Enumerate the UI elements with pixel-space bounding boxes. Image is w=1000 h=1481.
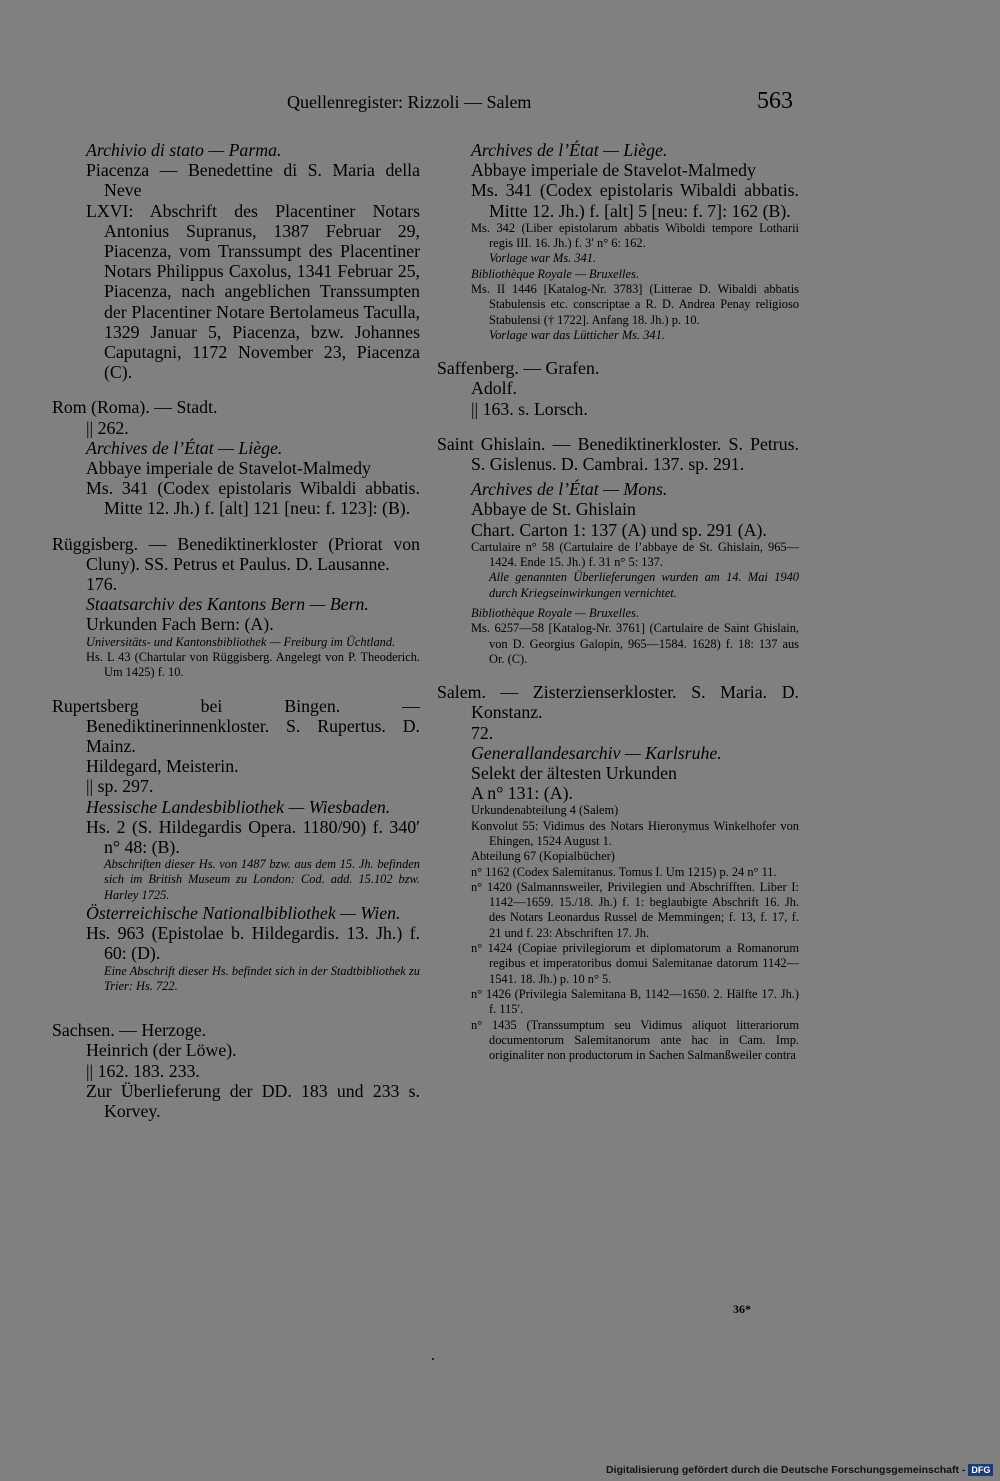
manuscript-entry: Hs. 2 (S. Hildegardis Opera. 1180/90) f. 340′ n° 48: (B). <box>86 816 420 857</box>
manuscript-entry-small: Cartulaire n° 58 (Cartulaire de l’abbaye de St. Ghislain, 965—1424. Ende 15. Jh.) f. 31 n° 5: 137. <box>471 539 799 570</box>
department-heading: Urkundenabteilung 4 (Salem) <box>471 803 619 818</box>
manuscript-note: Vorlage war Ms. 341. <box>489 251 597 266</box>
page-number: 563 <box>757 88 793 114</box>
archive-heading: Österreichische Nationalbibliothek — Wien. <box>86 903 401 924</box>
place-heading: Sachsen. — Herzoge. <box>52 1020 207 1041</box>
entry-rupertsberg <box>52 696 420 995</box>
place-heading: Saffenberg. — Grafen. <box>437 358 600 379</box>
transmission-note: Zur Überlieferung der DD. 183 und 233 s. Korvey. <box>86 1080 420 1122</box>
manuscript-note: Vorlage war das Lütticher Ms. 341. <box>489 327 665 342</box>
entry-rom <box>52 397 420 518</box>
archive-heading-small: Bibliothèque Royale — Bruxelles. <box>471 606 639 620</box>
place-heading: Rupertsberg bei Bingen. — Benediktinerinnenkloster. S. Rupertus. D. Mainz. <box>52 695 420 756</box>
place-heading: Rüggisberg. — Benediktinerkloster (Priorat von Cluny). SS. Petrus et Paulus. D. Lausanne. <box>52 533 420 574</box>
entry-salem <box>437 682 799 1063</box>
collection-name: Urkunden Fach Bern: (A). <box>86 614 274 635</box>
page-header <box>0 88 1000 122</box>
archive-heading: Generallandesarchiv — Karlsruhe. <box>471 742 722 763</box>
reference-number: 72. <box>471 722 494 743</box>
reference-number: 176. <box>86 574 118 595</box>
entry-saint-ghislain <box>437 434 799 667</box>
archive-heading: Staatsarchiv des Kantons Bern — Bern. <box>86 594 369 615</box>
manuscript-entry: Chart. Carton 1: 137 (A) und sp. 291 (A). <box>471 519 767 540</box>
entry-archivio-parma <box>52 140 420 382</box>
manuscript-entry-small: Ms. 342 (Liber epistolarum abbatis Wiboldi tempore Lotharii regis III. 16. Jh.) f. 3′ n° 6: 162. <box>471 220 799 251</box>
right-column <box>437 140 799 1078</box>
manuscript-entry: Ms. 341 (Codex epistolaris Wibaldi abbatis. Mitte 12. Jh.) f. [alt] 5 [neu: f. 7]: 162 (B). <box>471 180 799 221</box>
person-name: Heinrich (der Löwe). <box>86 1040 237 1061</box>
archive-heading: Archivio di stato — Parma. <box>86 140 282 160</box>
archive-heading: Hessische Landesbibliothek — Wiesbaden. <box>86 796 391 817</box>
digitization-footer <box>606 1463 993 1477</box>
manuscript-entry-small: n° 1424 (Copiae privilegiorum et diplomatorum a Romanorum regibus et imperatoribus domui Salemitanae datorum 1142—1541. 18. Jh.) p. 10 n° 5. <box>471 941 799 986</box>
manuscript-entry: LXVI: Abschrift des Placentiner Notars Antonius Supranus, 1387 Februar 29, Piacenza, vom Transsumpt des Placentiner Notars Philippus Caxolus, 1341 Februar 25, Piacenza, nach angeblichen Transsumpten der Placentiner Notare Bertolameus Taculla, 1329 Januar 5, Piacenza, bzw. Johannes Caputagni, 1172 November 23, Piacenza (C). <box>86 200 420 383</box>
manuscript-entry-small: Konvolut 55: Vidimus des Notars Hieronymus Winkelhofer von Ehingen, 1524 August 1. <box>471 818 799 848</box>
archive-heading: Archives de l’État — Liège. <box>86 437 283 458</box>
print-speck <box>432 1358 434 1360</box>
collection-name: Piacenza — Benedettine di S. Maria della Neve <box>86 160 420 201</box>
left-column <box>52 140 420 1136</box>
place-heading: Salem. — Zisterzienserkloster. S. Maria. D. Konstanz. <box>437 682 799 723</box>
running-title: Quellenregister: Rizzoli — Salem <box>287 92 532 112</box>
collection-name: Selekt der ältesten Urkunden <box>471 763 677 783</box>
manuscript-note: Alle genannten Überlieferungen wurden am 14. Mai 1940 durch Kriegseinwirkungen vernichtet. <box>489 570 799 600</box>
reference-number: || 163. s. Lorsch. <box>471 398 588 419</box>
archive-heading: Archives de l’État — Liège. <box>471 140 668 160</box>
dfg-logo-icon: DFG <box>968 1464 993 1476</box>
manuscript-entry-small: n° 1162 (Codex Salemitanus. Tomus I. Um 1215) p. 24 n° 11. <box>471 864 777 879</box>
manuscript-note: Eine Abschrift dieser Hs. befindet sich in der Stadtbibliothek zu Trier: Hs. 722. <box>104 963 420 993</box>
manuscript-entry-small: n° 1435 (Transsumptum seu Vidimus aliquot litterariorum documentorum Salemitanorum ante hac in Cam. Imp. originaliter non productorum in Sachen Salmanßweiler contra <box>471 1017 799 1063</box>
manuscript-entry-small: Ms. 6257—58 [Katalog-Nr. 3761] (Cartulaire de Saint Ghislain, von D. Georgius Galopin, 965—1584. 1628) f. 18: 137 aus Or. (C). <box>471 621 799 666</box>
manuscript-entry-small: n° 1426 (Privilegia Salemitana B, 1142—1650. 2. Hälfte 17. Jh.) f. 115′. <box>471 986 799 1017</box>
person-name: Adolf. <box>471 378 517 399</box>
collection-name: Abbaye imperiale de Stavelot-Malmedy <box>471 160 756 181</box>
archive-heading-small: Bibliothèque Royale — Bruxelles. <box>471 266 639 281</box>
entry-sachsen <box>52 1020 420 1121</box>
manuscript-entry-small: n° 1420 (Salmannsweiler, Privilegien und Abschrifften. Liber I: 1142—1659. 15./18. Jh.) f. 1: beglaubigte Abschrift 16. Jh. des Notars Leonardus Russel de Memmingen; f. 13, f. 17, f. 21 und f. 23: Abschriften 17. Jh. <box>471 879 799 940</box>
reference-number: || 262. <box>86 417 129 438</box>
footer-text: Digitalisierung gefördert durch die Deutsche Forschungsgemeinschaft - <box>606 1464 966 1476</box>
department-heading: Abteilung 67 (Kopialbücher) <box>471 849 615 864</box>
place-heading: Rom (Roma). — Stadt. <box>52 397 218 418</box>
manuscript-entry: A n° 131: (A). <box>471 783 573 804</box>
entry-liege-continued <box>437 140 799 343</box>
reference-number: || sp. 297. <box>86 776 154 797</box>
place-heading: Saint Ghislain. — Benediktinerkloster. S. Petrus. S. Gislenus. D. Cambrai. 137. sp. 291. <box>437 433 799 474</box>
collection-name: Abbaye imperiale de Stavelot-Malmedy <box>86 458 371 479</box>
collection-name: Abbaye de St. Ghislain <box>471 499 636 520</box>
manuscript-entry: Hs. 963 (Epistolae b. Hildegardis. 13. Jh.) f. 60: (D). <box>86 923 420 964</box>
manuscript-note: Abschriften dieser Hs. von 1487 bzw. aus dem 15. Jh. befinden sich im British Museum zu London: Cod. add. 15.102 bzw. Harley 1725. <box>104 857 420 902</box>
entry-saffenberg <box>437 358 799 419</box>
sheet-signature: 36* <box>733 1302 751 1316</box>
archive-heading-small: Universitäts- und Kantonsbibliothek — Freiburg im Üchtland. <box>86 634 396 649</box>
manuscript-entry: Ms. 341 (Codex epistolaris Wibaldi abbatis. Mitte 12. Jh.) f. [alt] 121 [neu: f. 123]: (B). <box>86 478 420 519</box>
archive-heading: Archives de l’État — Mons. <box>471 479 668 500</box>
reference-number: || 162. 183. 233. <box>86 1060 200 1081</box>
person-name: Hildegard, Meisterin. <box>86 756 239 777</box>
entry-rueggisberg <box>52 534 420 681</box>
manuscript-entry-small: Hs. L 43 (Chartular von Rüggisberg. Angelegt von P. Theoderich. Um 1425) f. 10. <box>86 649 420 680</box>
manuscript-entry-small: Ms. II 1446 [Katalog-Nr. 3783] (Litterae D. Wibaldi abbatis Stabulensis etc. conscriptae a R. D. Andrea Penay religioso Stabulensi († 1722]. Anfang 18. Jh.) p. 10. <box>471 282 799 327</box>
